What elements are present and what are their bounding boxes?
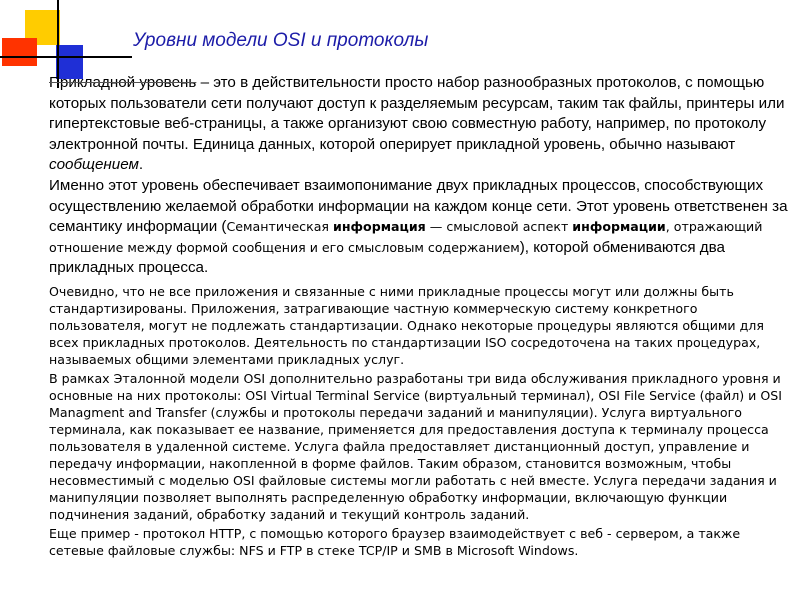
definition-part: , отражающий отношение между формой сообщения и его смысловым содержанием <box>49 219 763 255</box>
paragraph-application-layer <box>11 73 797 176</box>
slide-content <box>11 73 797 559</box>
paragraph-standardization: Очевидно, что не все приложения и связанные с ними прикладные процессы могут или должны быть стандартизированы. Приложения, затрагивающие частную коммерческую систему конкретного пользователя, могут не подлежать стандартизации. Однако некоторые процедуры являются общими для всех прикладных протоколов. Деятельность по стандартизации ISO сосредоточена на таких процедурах, называемых общими элементами прикладных услуг. <box>49 283 764 367</box>
definition-part: Семантическая <box>226 219 334 235</box>
paragraph-tail: ), которой обмениваются два прикладных процесса. <box>49 238 726 277</box>
paragraph-end: . <box>138 156 144 174</box>
paragraph-example: Еще пример - протокол HTTP, с помощью которого браузер взаимодействует с веб - сервером, а также сетевые файловые службы: NFS и FTP в стеке TCP/IP и SMB в Microsoft Windows. <box>49 525 741 558</box>
slide-title: Уровни модели OSI и протоколы <box>133 30 429 51</box>
decor-horizontal-line <box>0 56 132 58</box>
paragraph-text: – это в действительности просто набор разнообразных протоколов, с помощью которых пользователи сети получают доступ к разделяемым ресурсам, таким так файлы, принтеры или гипертекстовые веб-страницы, а также организуют свою совместную работу, например, по протоколу электронной почты. Единица данных, которой оперирует прикладной уровень, обычно называют <box>49 74 785 153</box>
paragraph-osi-services: В рамках Эталонной модели OSI дополнительно разработаны три вида обслуживания прикладного уровня и основные на них протоколы: OSI Virtual Terminal Service (виртуальный терминал), OSI File Service (файл) и OSI Managment and Transfer (службы и протоколы передачи заданий и манипуляции). Услуга виртуального терминала, как показывает ее название, применяется для предоставления доступа к терминалу процесса пользователя в удаленной системе. Услуга файла предоставляет дистанционный доступ, управление и передачу информации, накопленной в форме файлов. Таким образом, становится возможным, чтобы несовместимый с моделью OSI файловые системы могли работать с ней вместе. Услуга передачи задания и манипуляции позволяет выполнять распределенную обработку информации, включающую функции подчинения заданий, обработку заданий и текущий контроль заданий. <box>49 370 782 522</box>
definition-bold-term: информации <box>572 219 666 235</box>
paragraph-semantics <box>11 176 797 279</box>
term-message: сообщением <box>49 156 139 174</box>
paragraph-text: Именно этот уровень обеспечивает взаимопонимание двух прикладных процессов, способствующих осуществлению желаемой обработки информации на каждом конце сети. Этот уровень ответственен за семантику информации ( <box>49 176 788 236</box>
decor-red-square <box>2 38 37 66</box>
definition-bold-term: информация <box>333 219 426 235</box>
lead-term: Прикладной уровень <box>49 74 197 91</box>
definition-part: — смысловой аспект <box>425 219 573 235</box>
